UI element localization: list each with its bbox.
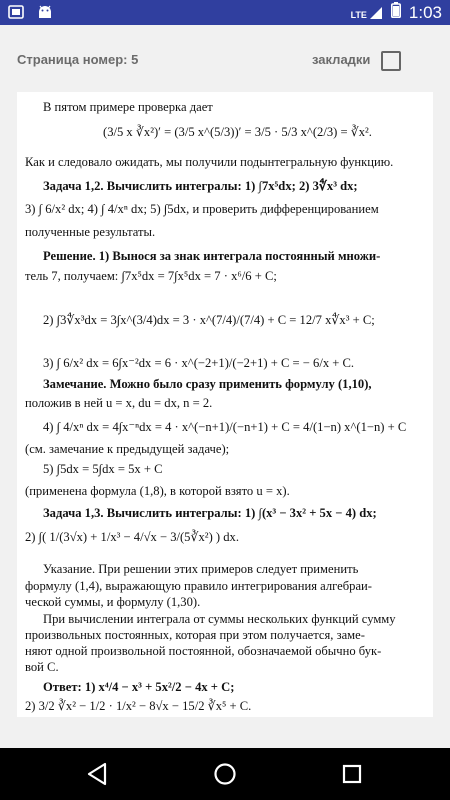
home-button[interactable] [210,760,240,788]
screenshot-icon [8,4,24,25]
navigation-bar [0,748,450,800]
doc-formula: 5) ∫5dx = 5∫dx = 5x + C [43,462,163,476]
doc-line: При вычислении интеграла от суммы нескольких функций сумму [43,612,396,626]
doc-formula: 2) ∫3∜x³dx = 3∫x^(3/4)dx = 3 · x^(7/4)/(7/4) + C = 12/7 x∜x³ + C; [43,313,375,327]
doc-line: няют одной произвольной постоянной, обозначаемой обычно бук- [25,644,382,658]
doc-formula: 3) ∫ 6/x² dx = 6∫x⁻²dx = 6 · x^(−2+1)/(−2+1) + C = − 6/x + C. [43,356,355,370]
doc-line: (см. замечание к предыдущей задаче); [25,442,230,456]
battery-icon [391,2,401,23]
doc-line: (применена формула (1,8), в которой взято u = x). [25,484,290,498]
doc-line: Ответ: 1) x⁴/4 − x³ + 5x²/2 − 4x + C; [43,680,235,694]
doc-line: тель 7, получаем: ∫7x⁵dx = 7∫x⁵dx = 7 · x⁶/6 + C; [25,269,277,283]
doc-line: ческой суммы, и формулу (1,30). [25,595,201,609]
clock: 1:03 [408,2,442,22]
doc-line: Задача 1,3. Вычислить интегралы: 1) ∫(x³ − 3x² + 5x − 4) dx; [43,506,377,520]
doc-line: положив в ней u = x, du = dx, n = 2. [25,396,213,410]
doc-line: полученные результаты. [25,225,156,239]
doc-line: В пятом примере проверка дает [43,100,213,114]
doc-formula: 2) 3/2 ∛x² − 1/2 · 1/x² − 8√x − 15/2 ∛x⁵ + C. [25,699,252,713]
doc-line: Замечание. Можно было сразу применить формулу (1,10), [43,377,372,391]
network-label: LTE [350,9,367,20]
android-icon [36,4,54,25]
doc-formula: 2) ∫( 1/(3√x) + 1/x³ − 4/√x − 3/(5∛x²) ) dx. [25,530,240,544]
document-page[interactable] [17,92,433,717]
doc-line: произвольных постоянных, которая при этом получается, заме- [25,628,365,642]
page-number-label: Страница номер: 5 [17,52,139,67]
doc-line: Указание. При решении этих примеров следует применить [43,562,359,576]
doc-line: формулу (1,4), выражающую правило интегрирования алгебраи- [25,579,372,593]
lte-signal-icon [351,6,383,20]
doc-formula: 4) ∫ 4/xⁿ dx = 4∫x⁻ⁿdx = 4 · x^(−n+1)/(−n+1) + C = 4/(1−n) x^(1−n) + C [43,420,407,434]
doc-formula: (3/5 x ∛x²)′ = (3/5 x^(5/3))′ = 3/5 · 5/3 x^(2/3) = ∛x². [103,125,372,139]
back-button[interactable] [83,760,113,788]
recents-button[interactable] [337,760,367,788]
doc-line: Решение. 1) Вынося за знак интеграла постоянный множи- [43,249,381,263]
doc-line: 3) ∫ 6/x² dx; 4) ∫ 4/xⁿ dx; 5) ∫5dx, и проверить дифференцированием [25,202,379,216]
status-bar [0,0,450,25]
bookmark-checkbox[interactable] [381,51,401,71]
doc-line: вой С. [25,660,59,674]
doc-line: Как и следовало ожидать, мы получили подынтегральную функцию. [25,155,394,169]
bookmarks-label: закладки [312,52,371,67]
doc-line: Задача 1,2. Вычислить интегралы: 1) ∫7x⁵dx; 2) 3∜x³ dx; [43,179,358,193]
